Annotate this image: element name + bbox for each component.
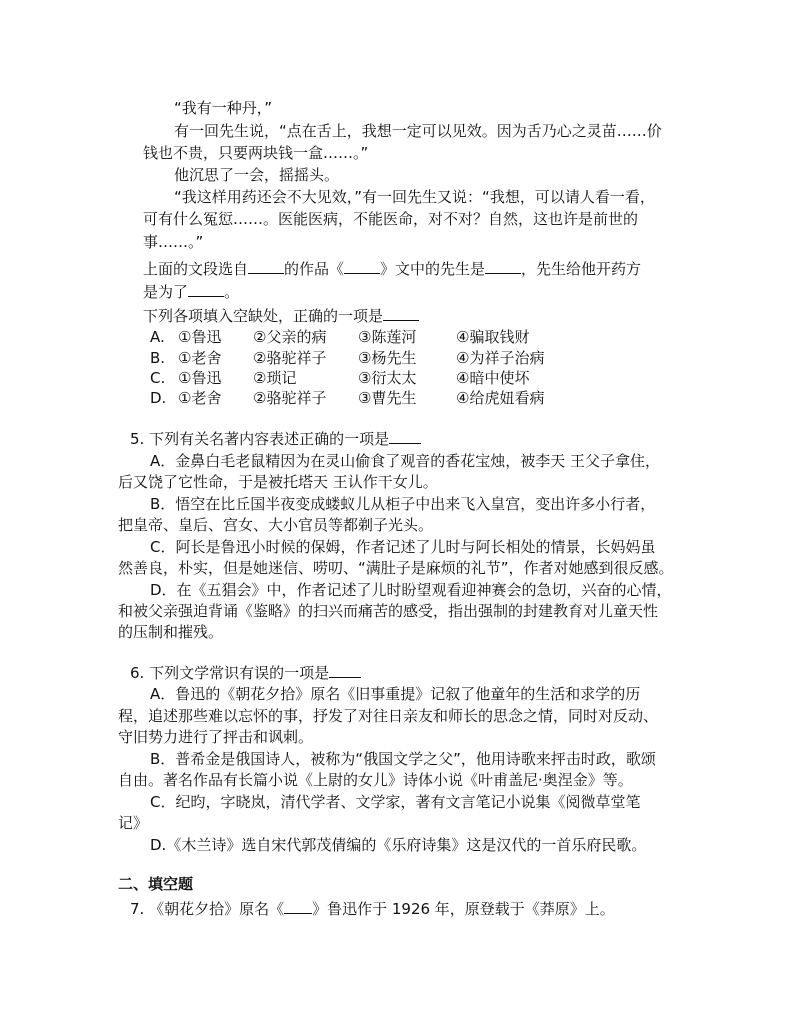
question-text: 的作品《 (284, 260, 345, 278)
option-item: ②骆驼祥子 (253, 349, 327, 367)
passage-line: 钱也不贵，只要两块钱一盒……。” (143, 144, 369, 162)
passage-line: 有一回先生说，“点在舌上，我想一定可以见效。因为舌乃心之灵苗……价 (174, 122, 662, 140)
question-text: 7. 《朝花夕拾》原名《 (130, 900, 285, 918)
option-b-text[interactable]: B．普希金是俄国诗人，被称为“俄国文学之父”，他用诗歌来抨击时政，歌颂 (150, 750, 656, 768)
option-c-text: 然善良，朴实，但是她迷信、唠叨、“满肚子是麻烦的礼节”，作者对她感到很反感。 (118, 559, 674, 577)
question-5-stem (130, 428, 421, 449)
option-c-text[interactable]: C．阿长是鲁迅小时候的保姆，作者记述了儿时与阿长相处的情景，长妈妈虽 (150, 538, 656, 556)
question-text: 上面的文段选自 (143, 260, 249, 278)
option-item: ②骆驼祥子 (253, 389, 327, 407)
option-item: ③衍太太 (358, 369, 417, 387)
question-text: 》鲁迅作于 1926 年，原登载于《莽原》上。 (312, 900, 615, 918)
answer-blank[interactable] (188, 281, 224, 297)
option-d-text[interactable]: D．在《五猖会》中，作者记述了儿时盼望观看迎神赛会的急切，兴奋的心情， (150, 581, 672, 599)
option-item: ①鲁迅 (178, 369, 222, 387)
answer-blank[interactable] (329, 662, 361, 678)
option-item: ④为祥子治病 (456, 349, 545, 367)
question-text: ，先生给他开药方 (521, 260, 642, 278)
option-item: ②琐记 (253, 369, 297, 387)
option-d-text[interactable]: D.《木兰诗》选自宋代郭茂倩编的《乐府诗集》这是汉代的一首乐府民歌。 (150, 836, 647, 854)
option-item: ②父亲的病 (253, 328, 327, 346)
option-item: ①老舍 (178, 349, 222, 367)
question-text: 6. 下列文学常识有误的一项是 (130, 664, 330, 682)
option-d-text: 的压制和摧残。 (118, 623, 224, 641)
option-label: B. (150, 349, 166, 367)
question-text: 下列各项填入空缺处，正确的一项是 (143, 307, 384, 325)
question-7 (130, 898, 615, 919)
option-item: ③陈莲河 (358, 328, 417, 346)
answer-blank[interactable] (389, 428, 421, 444)
option-label: D. (150, 389, 167, 407)
option-b-text: 自由。著名作品有长篇小说《上尉的女儿》诗体小说《叶甫盖尼·奥涅金》等。 (118, 771, 633, 789)
option-b-text: 把皇帝、皇后、宫女、大小官员等都剃子光头。 (118, 516, 434, 534)
option-b-text[interactable]: B．悟空在比丘国半夜变成蝼蚁儿从柜子中出来飞入皇宫，变出许多小行者， (150, 495, 656, 513)
passage-line: 事……。” (143, 233, 204, 251)
option-label: A. (150, 328, 165, 346)
passage-line: 可有什么冤愆……。医能医病，不能医命，对不对？自然，这也许是前世的 (143, 210, 639, 228)
answer-blank[interactable] (284, 898, 312, 914)
option-a-text: 程，追述那些难以忘怀的事，抒发了对往日亲友和师长的思念之情，同时对反动、 (118, 707, 659, 725)
option-a-text[interactable]: A．鲁迅的《朝花夕拾》原名《旧事重提》记叙了他童年的生活和求学的历 (150, 685, 641, 703)
question-text: 5. 下列有关名著内容表述正确的一项是 (130, 430, 390, 448)
option-item: ④暗中使坏 (456, 369, 530, 387)
answer-blank[interactable] (344, 258, 380, 274)
option-item: ③曹先生 (358, 389, 417, 407)
section-heading: 二、填空题 (118, 875, 194, 893)
question-6-stem (130, 662, 361, 683)
option-item: ④给虎妞看病 (456, 389, 545, 407)
option-a[interactable] (0, 327, 794, 347)
option-c-text[interactable]: C．纪昀，字晓岚，清代学者、文学家，著有文言笔记小说集《阅微草堂笔 (150, 793, 641, 811)
option-item: ①老舍 (178, 389, 222, 407)
question-4-prompt (143, 305, 419, 326)
option-a-text[interactable]: A．金鼻白毛老鼠精因为在灵山偷食了观音的香花宝烛，被李天 王父子拿住， (150, 452, 661, 470)
option-a-text: 守旧势力进行了抨击和讽刺。 (118, 728, 314, 746)
option-item: ③杨先生 (358, 349, 417, 367)
question-4-line-2 (143, 281, 239, 302)
question-text: 是为了 (143, 283, 189, 301)
option-c-text: 记》 (118, 814, 149, 832)
question-4-line-1 (143, 258, 641, 279)
answer-blank[interactable] (248, 258, 284, 274)
option-c[interactable] (0, 368, 794, 388)
option-d-text: 和被父亲强迫背诵《鉴略》的扫兴而痛苦的感受，指出强制的封建教育对儿童天性 (118, 602, 659, 620)
question-text: 》文中的先生是 (380, 260, 486, 278)
passage-line: “我有一种丹，” (174, 99, 273, 117)
answer-blank[interactable] (485, 258, 521, 274)
passage-line: 他沉思了一会，摇摇头。 (174, 166, 340, 184)
question-text: 。 (224, 283, 240, 301)
answer-blank[interactable] (383, 305, 419, 321)
passage-line: “我这样用药还会不大见效，”有一回先生又说：“我想，可以请人看一看， (174, 188, 655, 206)
option-item: ①鲁迅 (178, 328, 222, 346)
option-d[interactable] (0, 388, 794, 408)
option-label: C. (150, 369, 166, 387)
option-b[interactable] (0, 348, 794, 368)
option-a-text: 后又饶了它性命，于是被托塔天 王认作干女儿。 (118, 473, 438, 491)
option-item: ④骗取钱财 (456, 328, 530, 346)
